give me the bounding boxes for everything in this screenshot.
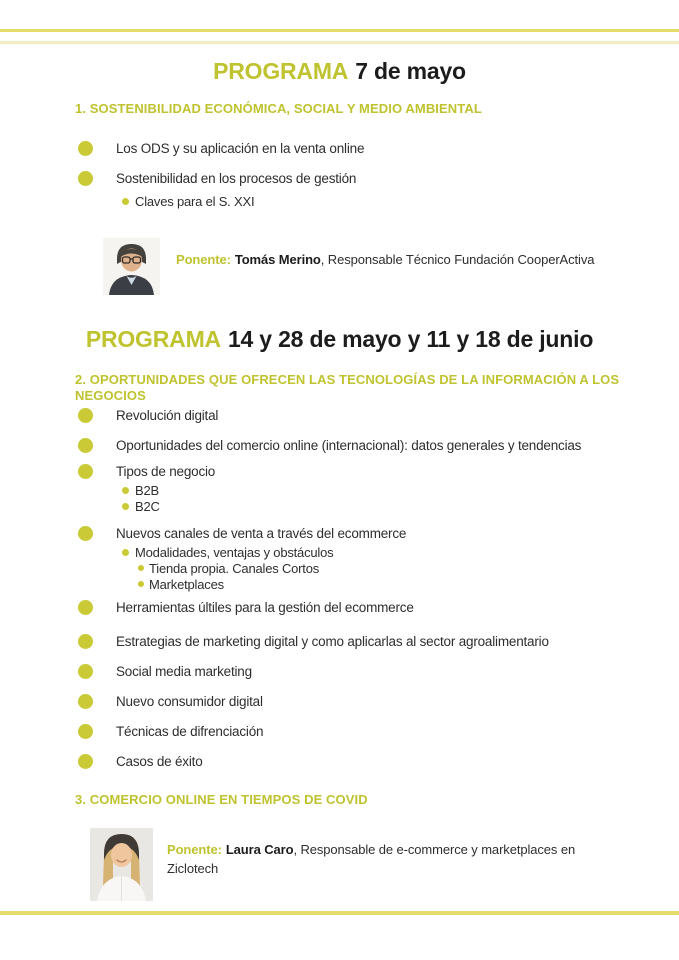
speaker-label: Ponente:: [167, 842, 222, 857]
program1-title-highlight: PROGRAMA: [213, 58, 349, 84]
program2-title: [0, 326, 679, 353]
speaker-block-tomas-merino: [103, 238, 594, 295]
bullet-icon: [78, 694, 93, 709]
top-rule-secondary: [0, 41, 679, 44]
bullet-icon: [78, 664, 93, 679]
speaker-block-laura-caro: [90, 828, 617, 901]
list-item-label: B2C: [135, 498, 160, 514]
section3-heading: 3. COMERCIO ONLINE EN TIEMPOS DE COVID: [75, 792, 368, 807]
list-item-label: Tienda propia. Canales Cortos: [149, 560, 320, 576]
bullet-icon: [122, 503, 129, 510]
bullet-icon: [122, 549, 129, 556]
list-item: [0, 686, 679, 716]
speaker-photo-laura-caro: [90, 828, 153, 901]
program1-title: [0, 58, 679, 85]
list-item: [0, 716, 679, 746]
list-item: [0, 430, 679, 460]
list-item: [0, 498, 679, 514]
list-item-label: Tipos de negocio: [116, 463, 216, 479]
speaker-photo-tomas-merino: [103, 238, 160, 295]
bullet-icon: [78, 171, 93, 186]
bottom-rule: [0, 911, 679, 915]
list-item-label: Casos de éxito: [116, 753, 203, 769]
list-item-label: Claves para el S. XXI: [135, 193, 255, 209]
section1-heading: 1. SOSTENIBILIDAD ECONÓMICA, SOCIAL Y MEDIO AMBIENTAL: [75, 101, 482, 116]
list-item: [0, 656, 679, 686]
list-item-label: Marketplaces: [149, 576, 224, 592]
bullet-icon: [122, 198, 129, 205]
list-item-label: Estrategias de marketing digital y como aplicarlas al sector agroalimentario: [116, 633, 549, 649]
speaker-name: Tomás Merino: [234, 252, 321, 267]
bullet-icon: [122, 487, 129, 494]
program2-title-date: 14 y 28 de mayo y 11 y 18 de junio: [227, 326, 594, 352]
bullet-icon: [138, 565, 144, 571]
section2-heading: 2. OPORTUNIDADES QUE OFRECEN LAS TECNOLOGÍAS DE LA INFORMACIÓN A LOS NEGOCIOS: [75, 372, 620, 403]
speaker-role: , Responsable Técnico Fundación CooperActiva: [320, 252, 595, 267]
bullet-icon: [78, 634, 93, 649]
section2-list: [0, 400, 679, 776]
list-item: [0, 746, 679, 776]
list-item-label: Sostenibilidad en los procesos de gestión: [116, 170, 357, 186]
list-item-label: Herramientas últiles para la gestión del ecommerce: [116, 599, 414, 615]
list-item: [0, 576, 679, 592]
list-item-label: Nuevos canales de venta a través del ecommerce: [116, 525, 407, 541]
speaker-caption: [167, 840, 617, 878]
bullet-icon: [78, 438, 93, 453]
list-item: [0, 592, 679, 622]
speaker-role: , Responsable de e-commerce y marketplaces en Ziclotech: [167, 842, 576, 876]
list-item: [0, 522, 679, 544]
speaker-caption: [176, 250, 594, 269]
list-item-label: B2B: [135, 482, 159, 498]
bullet-icon: [78, 600, 93, 615]
bullet-icon: [78, 141, 93, 156]
list-item-label: Técnicas de difrenciación: [116, 723, 264, 739]
list-item: [0, 560, 679, 576]
list-item-label: Revolución digital: [116, 407, 219, 423]
bullet-icon: [78, 464, 93, 479]
list-item: [0, 460, 679, 482]
top-rule: [0, 29, 679, 32]
bullet-icon: [78, 724, 93, 739]
list-item: [0, 626, 679, 656]
bullet-icon: [78, 754, 93, 769]
list-item: [0, 400, 679, 430]
section1-list: [0, 133, 679, 209]
list-item-label: Nuevo consumidor digital: [116, 693, 263, 709]
bullet-icon: [78, 526, 93, 541]
list-item: [0, 163, 679, 193]
list-item: [0, 544, 679, 560]
list-item-label: Los ODS y su aplicación en la venta online: [116, 140, 365, 156]
list-item-label: Social media marketing: [116, 663, 252, 679]
speaker-label: Ponente:: [176, 252, 231, 267]
list-item-label: Modalidades, ventajas y obstáculos: [135, 544, 334, 560]
program2-title-highlight: PROGRAMA: [85, 326, 221, 352]
speaker-name: Laura Caro: [225, 842, 294, 857]
bullet-icon: [78, 408, 93, 423]
list-item-label: Oportunidades del comercio online (internacional): datos generales y tendencias: [116, 437, 582, 453]
program1-title-date: 7 de mayo: [355, 58, 466, 84]
list-item: [0, 482, 679, 498]
list-item: [0, 193, 679, 209]
list-item: [0, 133, 679, 163]
bullet-icon: [138, 581, 144, 587]
